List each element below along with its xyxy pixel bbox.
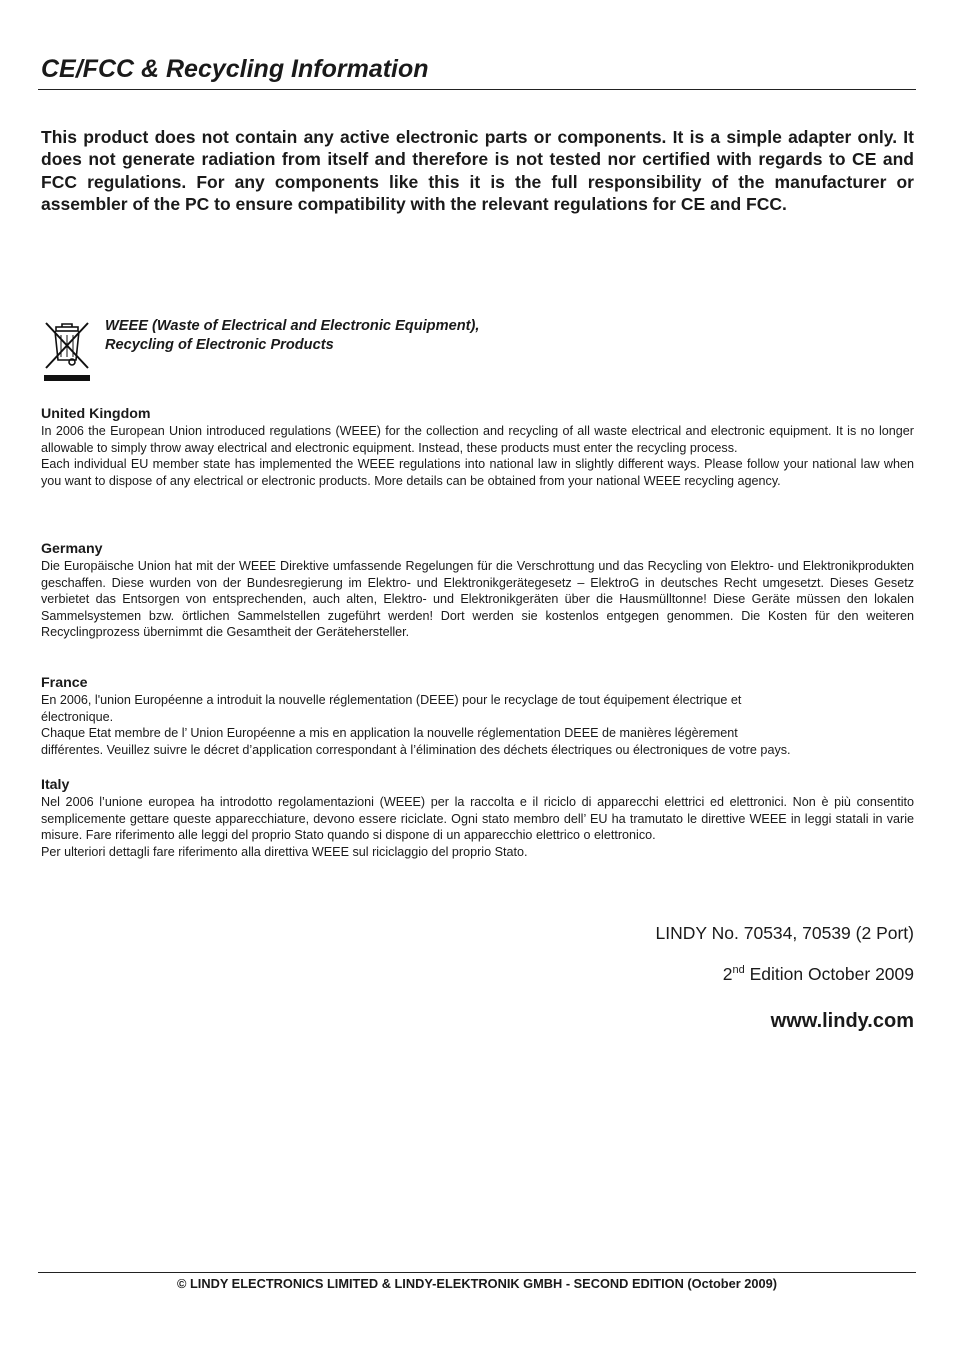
intro-paragraph: This product does not contain any active electronic parts or components. It is a simple adapter only. It does not generate radiation from itself and therefore is not tested nor certified with regards to CE and FCC regulations. For any components like this it is the full responsibility of the manufacturer or assembler of the PC to ensure compatibility with the relevant regulations for CE and FCC. [41, 127, 914, 215]
section-heading: France [41, 675, 88, 691]
page-title: CE/FCC & Recycling Information [41, 55, 429, 83]
paragraph-line: En 2006, l'union Européenne a introduit la nouvelle réglementation (DEEE) pour le recyclage de tout équipement électrique et [41, 693, 742, 707]
section-italy [41, 776, 914, 860]
weee-heading-line1: WEEE (Waste of Electrical and Electronic Equipment), [105, 318, 480, 334]
section-heading: Germany [41, 541, 103, 557]
section-france [41, 674, 914, 758]
section-paragraph [41, 725, 914, 758]
section-united-kingdom [41, 405, 914, 489]
paragraph-line: différentes. Veuillez suivre le décret d’application correspondant à l’élimination des déchets électriques ou électroniques de votre pays. [41, 742, 791, 757]
product-number: LINDY No. 70534, 70539 (2 Port) [655, 923, 914, 943]
weee-heading-line2: Recycling of Electronic Products [105, 336, 334, 353]
crossed-out-wheelie-bin-icon [41, 318, 93, 384]
section-paragraph: Per ulteriori dettagli fare riferimento alla direttiva WEEE sul riciclaggio del proprio Stato. [41, 844, 528, 859]
paragraph-line: Chaque Etat membre de l’ Union Européenne a mis en application la nouvelle réglementation DEEE de manières légèrement [41, 726, 738, 741]
section-paragraph: Die Europäische Union hat mit der WEEE Direktive umfassende Regelungen für die Verschrottung und das Recycling von Elektro- und Elektronikprodukten geschaffen. Diese wurden von der Bundesregierung im Elektro- und Elektronikgerätegesetz – ElektroG in deutsches Recht umgesetzt. Dieses Gesetz verbietet das Entsorgen von entsprechenden, auch alten, Elektro- und Elektronikgeräten über die Hausmülltonne! Diese Geräte müssen den lokalen Sammelsystemen bzw. örtlichen Sammelstellen zugeführt werden! Dort werden sie kostenlos entgegen genommen. Die Kosten für den weiteren Recyclingprozess übernimmt die Gesamtheit der Gerätehersteller. [41, 559, 914, 640]
section-paragraph [41, 692, 914, 725]
section-heading: Italy [41, 777, 70, 793]
section-paragraph: Each individual EU member state has implemented the WEEE regulations into national law in slightly different ways. Please follow your national law when you want to dispose of any electrical or electronic products. More details can be obtained from your national WEEE recycling agency. [41, 457, 914, 488]
edition-info [723, 964, 914, 985]
edition-number: 2 [722, 964, 733, 984]
footer-divider [38, 1272, 916, 1273]
weee-heading [105, 317, 479, 354]
section-heading: United Kingdom [41, 406, 151, 422]
website-link[interactable]: www.lindy.com [770, 1010, 914, 1032]
title-divider [38, 89, 916, 90]
edition-text: Edition October 2009 [744, 964, 914, 984]
paragraph-line: électronique. [41, 709, 114, 724]
edition-ordinal: nd [732, 964, 745, 977]
section-germany [41, 540, 914, 641]
footer-copyright: © LINDY ELECTRONICS LIMITED & LINDY-ELEKTRONIK GMBH - SECOND EDITION (October 2009) [176, 1276, 778, 1291]
section-paragraph: In 2006 the European Union introduced regulations (WEEE) for the collection and recycling of all waste electrical and electronic equipment. It is no longer allowable to simply throw away electrical and electronic equipment. Instead, these products must enter the recycling process. [41, 424, 914, 455]
section-paragraph: Nel 2006 l’unione europea ha introdotto regolamentazioni (WEEE) per la raccolta e il riciclo di apparecchi elettrici ed elettronici. Non è più consentito semplicemente gettare queste apparecchiature, devono essere riciclate. Ogni stato membro dell’ EU ha tramutato le direttive WEEE in leggi statali in varie misure. Fare riferimento alle leggi del proprio Stato quando si dispone di un apparecchio elettrico o elettronico. [41, 795, 914, 843]
